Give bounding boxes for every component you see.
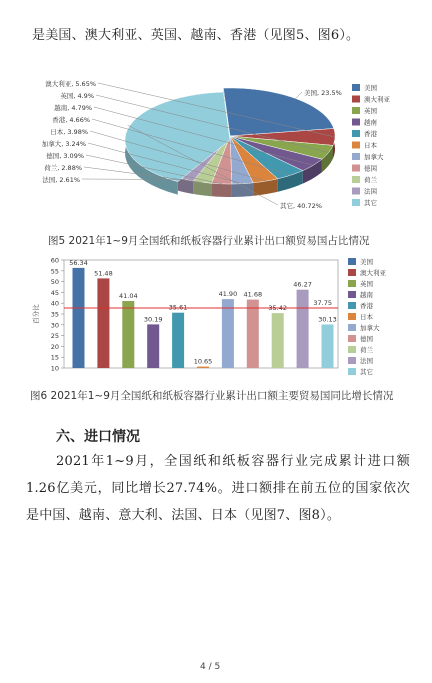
bar [197,367,209,368]
bar [122,301,134,368]
pie-slices [125,88,335,197]
pie-label: 香港, 4.66% [52,116,90,124]
bar [147,324,159,368]
pie-legend-label: 香港 [364,130,377,138]
y-tick-label: 25 [50,332,59,341]
pie-legend-label: 澳大利亚 [364,95,390,104]
y-tick-label: 55 [50,267,59,276]
pie-label: 德国, 3.09% [46,152,84,160]
fig5-pie-chart [40,76,410,226]
pie-legend [352,83,391,207]
pie-legend-swatch [352,96,360,103]
bar-value-label: 46.27 [293,280,312,289]
bar-value-label: 35.61 [168,303,188,312]
bar-value-label: 30.13 [318,315,337,324]
bar-series [64,259,338,368]
bar-legend-swatch [348,302,356,309]
pie-label: 美国, 23.5% [304,89,342,97]
bar-value-label: 41.04 [118,292,138,300]
fig6-bar-chart [28,252,408,382]
bar-value-label: 41.90 [218,290,238,299]
bar-legend-swatch [348,346,356,353]
pie-leader-line [296,92,302,99]
bar [172,313,184,368]
pie-legend-label: 荷兰 [364,176,377,184]
pie-label: 法国, 2.61% [42,176,80,184]
y-tick-label: 15 [50,353,59,362]
fig6-caption: 图6 2021年1~9月全国纸和纸板容器行业累计出口额主要贸易国同比增长情况 [30,390,394,402]
bar-value-label: 30.19 [143,315,163,324]
pie-label: 日本, 3.98% [50,128,88,136]
bar-legend-swatch [348,313,356,320]
page-number: 4 / 5 [200,662,221,672]
pie-label: 英国, 4.9% [60,92,94,100]
pie-legend-swatch [352,119,360,126]
pie-legend-label: 法国 [364,187,377,196]
bar-legend-swatch [348,291,356,298]
pie-label: 加拿大, 3.24% [41,140,86,148]
average-label: 37.75 [313,299,332,308]
bar-legend-label: 澳大利亚 [360,269,386,277]
y-tick-label: 20 [50,342,59,351]
bar-legend-label: 其它 [360,368,373,376]
bar-value-label: 35.42 [268,304,288,313]
pie-slice-side [212,183,232,197]
intro-text-line: 是美国、澳大利亚、英国、越南、香港（见图5、图6）。 [32,28,360,43]
bar-legend-swatch [348,357,356,364]
bar-legend-swatch [348,368,356,375]
bar-legend-label: 日本 [360,313,373,321]
y-tick-label: 50 [50,278,59,287]
bar-value-label: 10.65 [193,357,213,366]
pie-legend-swatch [352,176,360,183]
fig5-caption: 图5 2021年1~9月全国纸和纸板容器行业累计出口额贸易国占比情况 [48,235,370,247]
bar-legend [348,257,387,376]
bar-legend-label: 荷兰 [360,346,373,354]
bar-legend-swatch [348,269,356,276]
bar [247,300,259,368]
bar [297,290,309,368]
pie-label: 越南, 4.79% [54,104,92,112]
bar-value-label: 51.48 [94,269,113,278]
bar-legend-swatch [348,280,356,287]
y-tick-label: 35 [50,310,59,319]
bar [272,313,284,368]
y-tick-label: 60 [50,256,59,265]
bar-value-label: 56.34 [69,258,88,267]
bar-legend-label: 香港 [360,302,373,310]
pie-legend-swatch [352,130,360,137]
bar-legend-label: 美国 [360,258,373,266]
bar-legend-label: 加拿大 [360,324,380,332]
pie-legend-label: 其它 [364,199,377,207]
bar-legend-label: 法国 [360,357,373,365]
pie-label: 澳大利亚, 5.65% [45,80,96,88]
pie-legend-swatch [352,199,360,206]
pie-legend-label: 美国 [364,84,377,92]
pie-legend-label: 日本 [364,141,377,150]
pie-legend-label: 越南 [364,118,377,127]
bar [73,268,85,368]
section-heading: 六、进口情况 [56,429,140,445]
pie-label: 荷兰, 2.88% [44,164,82,172]
pie-legend-swatch [352,84,360,91]
bar [322,325,334,369]
body-paragraph: 2021年1~9月，全国纸和纸板容器行业完成累计进口额1.26亿美元，同比增长27.74%。进口额排在前五位的国家依次是中国、越南、意大利、法国、日本（见图7、图8）。 [26,454,410,523]
y-tick-label: 40 [50,299,59,308]
bar [222,299,234,368]
pie-legend-swatch [352,142,360,149]
y-tick-label: 45 [50,288,59,297]
bar-legend-swatch [348,324,356,331]
y-tick-label: 30 [50,321,59,330]
y-axis-label: 百分比 [32,304,40,324]
bar-legend-label: 英国 [360,280,373,288]
pie-slice-side [193,181,211,196]
bar-legend-swatch [348,335,356,342]
pie-legend-label: 英国 [364,107,377,115]
bar-legend-label: 德国 [360,335,373,343]
pie-legend-swatch [352,107,360,114]
pie-legend-swatch [352,188,360,195]
pie-legend-swatch [352,165,360,172]
y-tick-label: 10 [50,364,59,373]
bar-legend-swatch [348,258,356,265]
pie-label: 其它, 40.72% [280,202,322,210]
bar-value-label: 41.68 [243,290,263,299]
bar [97,278,109,368]
pie-legend-label: 德国 [364,164,377,173]
pie-legend-label: 加拿大 [364,153,384,161]
pie-legend-swatch [352,153,360,160]
bar-legend-label: 越南 [360,291,373,299]
